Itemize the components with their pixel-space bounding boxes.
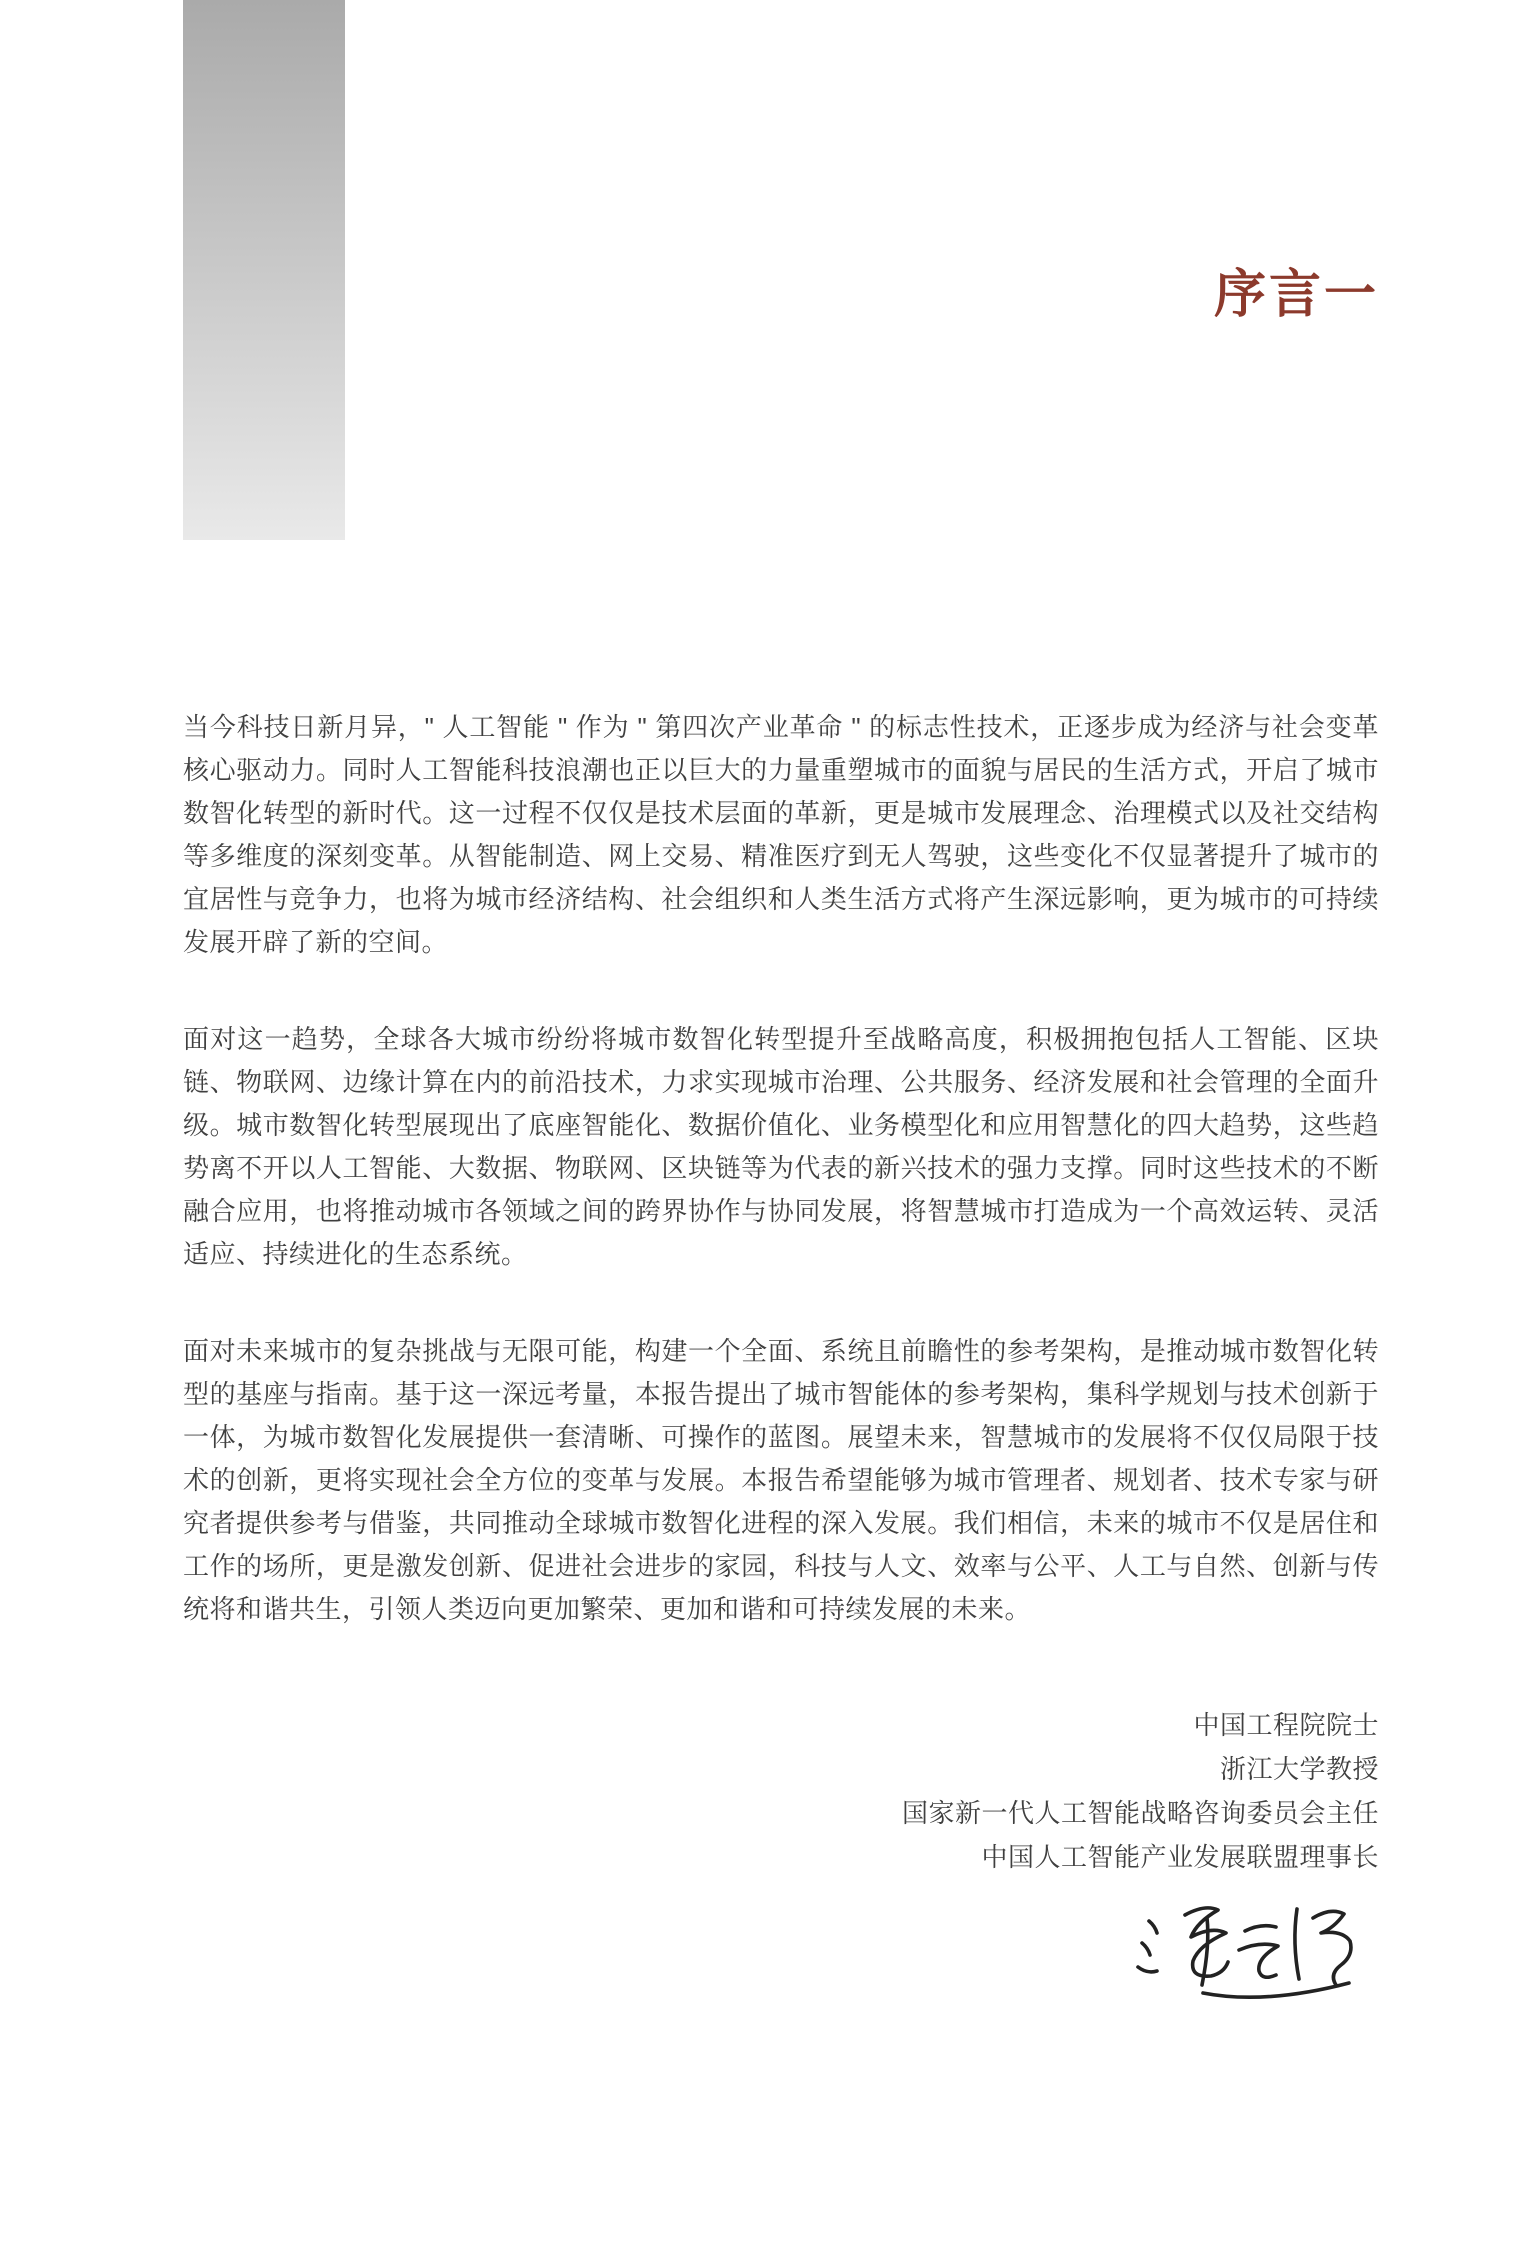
signer-title: 中国人工智能产业发展联盟理事长 (981, 1842, 1379, 1872)
signature-block (183, 1703, 1379, 2010)
preface-paragraph: 面对这一趋势，全球各大城市纷纷将城市数智化转型提升至战略高度，积极拥抱包括人工智能、区块链、物联网、边缘计算在内的前沿技术，力求实现城市治理、公共服务、经济发展和社会管理的全面升级。城市数智化转型展现出了底座智能化、数据价值化、业务模型化和应用智慧化的四大趋势，这些趋势离不开以人工智能、大数据、物联网、区块链等为代表的新兴技术的强力支撑。同时这些技术的不断融合应用，也将推动城市各领域之间的跨界协作与协同发展，将智慧城市打造成为一个高效运转、灵活适应、持续进化的生态系统。 (183, 1024, 1379, 1269)
signer-title: 中国工程院院士 (1193, 1710, 1379, 1740)
handwritten-signature (1133, 1893, 1365, 2005)
preface-paragraph: 当今科技日新月异，" 人工智能 " 作为 " 第四次产业革命 " 的标志性技术，正逐步成为经济与社会变革核心驱动力。同时人工智能科技浪潮也正以巨大的力量重塑城市的面貌与居民的生活方式，开启了城市数智化转型的新时代。这一过程不仅仅是技术层面的革新，更是城市发展理念、治理模式以及社交结构等多维度的深刻变革。从智能制造、网上交易、精准医疗到无人驾驶，这些变化不仅显著提升了城市的宜居性与竞争力，也将为城市经济结构、社会组织和人类生活方式将产生深远影响，更为城市的可持续发展开辟了新的空间。 (183, 712, 1379, 957)
preface-paragraph: 面对未来城市的复杂挑战与无限可能，构建一个全面、系统且前瞻性的参考架构，是推动城市数智化转型的基座与指南。基于这一深远考量，本报告提出了城市智能体的参考架构，集科学规划与技术创新于一体，为城市数智化发展提供一套清晰、可操作的蓝图。展望未来，智慧城市的发展将不仅仅局限于技术的创新，更将实现社会全方位的变革与发展。本报告希望能够为城市管理者、规划者、技术专家与研究者提供参考与借鉴，共同推动全球城市数智化进程的深入发展。我们相信，未来的城市不仅是居住和工作的场所，更是激发创新、促进社会进步的家园，科技与人文、效率与公平、人工与自然、创新与传统将和谐共生，引领人类迈向更加繁荣、更加和谐和可持续发展的未来。 (183, 1336, 1379, 1624)
signer-title: 国家新一代人工智能战略咨询委员会主任 (901, 1798, 1379, 1828)
signer-title: 浙江大学教授 (1219, 1754, 1379, 1784)
decorative-gradient-bar (183, 0, 345, 540)
preface-body (183, 706, 1379, 2010)
page-title: 序言一 (1213, 266, 1379, 324)
